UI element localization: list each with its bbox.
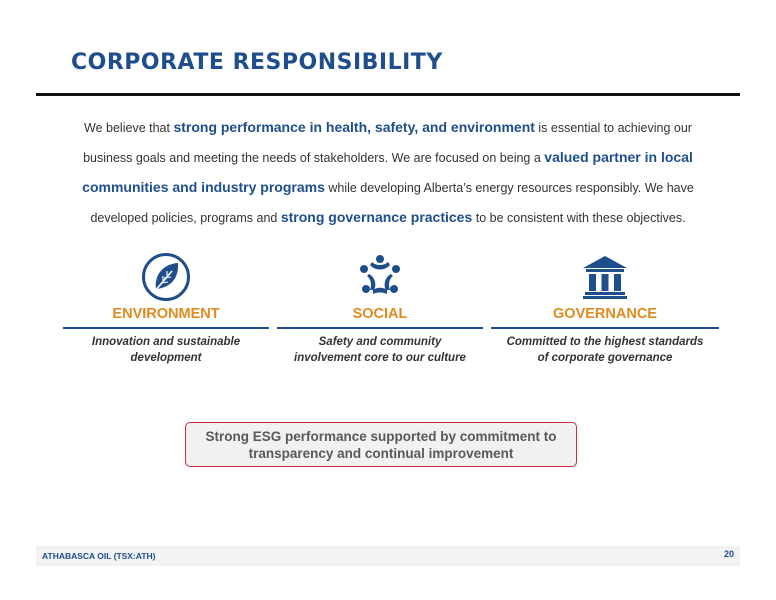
intro-text-1: We believe that	[84, 121, 174, 135]
pillar-social	[277, 250, 483, 366]
intro-highlight-2: valued partner in local communities and industry programs	[82, 149, 693, 195]
callout-text	[205, 428, 556, 462]
pillar-description-line: involvement core to our culture	[294, 351, 466, 364]
institution-icon	[581, 254, 629, 300]
intro-highlight-1: strong performance in health, safety, and environment	[173, 119, 535, 135]
pillar-description-line: Safety and community	[318, 336, 442, 348]
callout-line: transparency and continual improvement	[248, 445, 514, 461]
esg-callout-box	[185, 422, 577, 467]
pillar-description	[491, 335, 719, 366]
pillar-description-line: Committed to the highest standards	[506, 336, 704, 348]
pillar-description-line: of corporate governance	[537, 351, 673, 364]
intro-paragraph	[68, 113, 708, 233]
pillar-heading: GOVERNANCE	[491, 306, 719, 329]
title-divider	[36, 93, 740, 96]
pillar-description	[63, 335, 269, 366]
footer-bar	[36, 546, 740, 566]
callout-line: Strong ESG performance supported by commitment to	[205, 428, 557, 444]
pillar-governance	[491, 250, 719, 366]
social-icon-wrap	[277, 250, 483, 304]
intro-text-4: to be consistent with these objectives.	[472, 211, 686, 225]
pillar-description	[277, 335, 483, 366]
footer-company: ATHABASCA OIL (TSX:ATH)	[42, 551, 156, 561]
pillar-heading: SOCIAL	[277, 306, 483, 329]
intro-text-2: is essential to achieving our business goals and meeting the needs of stakeholders. We are focused on being a	[83, 121, 692, 165]
page-number: 20	[723, 549, 734, 559]
page-title: CORPORATE RESPONSIBILITY	[71, 50, 443, 75]
governance-icon-wrap	[491, 250, 719, 304]
community-icon	[355, 252, 405, 302]
pillar-description-line: Innovation and sustainable	[91, 336, 241, 348]
environment-icon-wrap	[63, 250, 269, 304]
intro-highlight-3: strong governance practices	[280, 209, 473, 225]
pillar-heading: ENVIRONMENT	[63, 306, 269, 329]
intro-text-3: while developing Alberta’s energy resources responsibly. We have developed policies, programs and	[90, 181, 694, 225]
leaf-icon	[141, 252, 191, 302]
pillar-environment	[63, 250, 269, 366]
pillar-description-line: development	[130, 351, 202, 364]
